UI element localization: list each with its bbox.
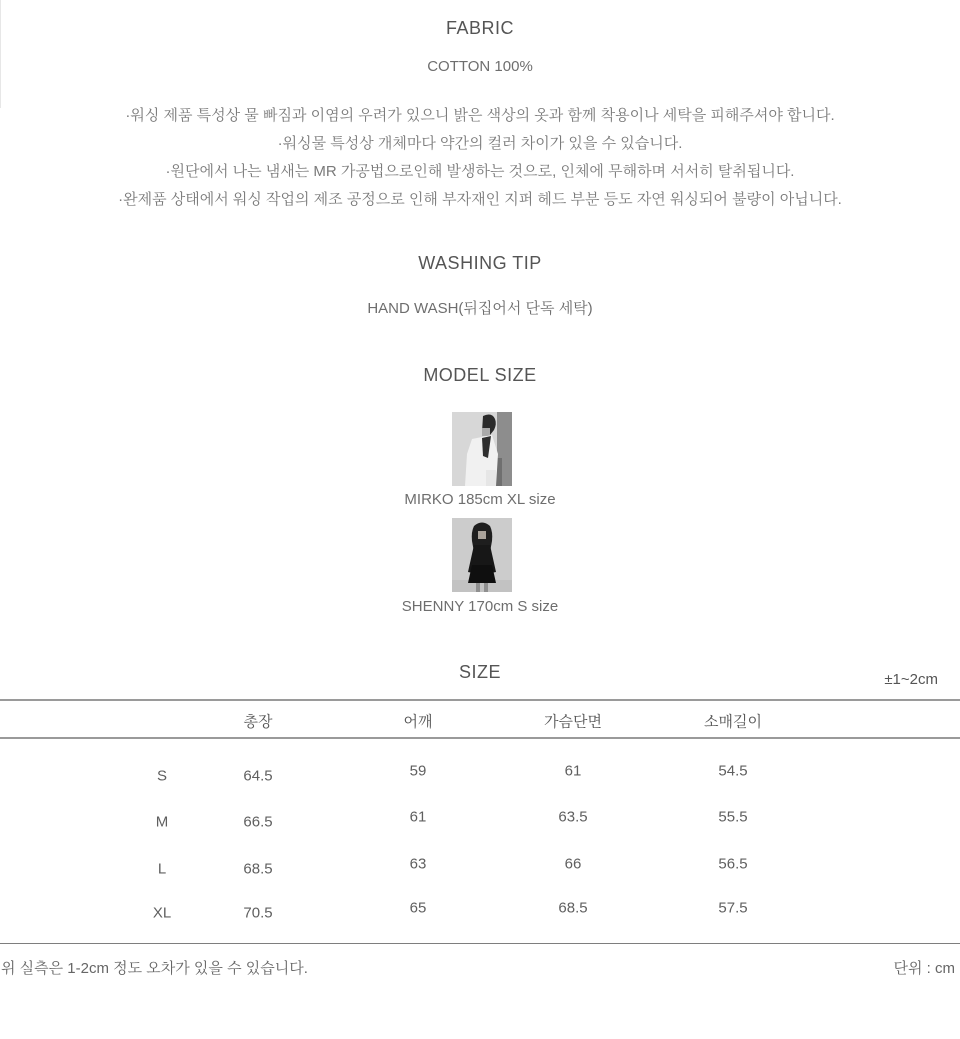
size-value: 61 [564,762,582,780]
size-label: S [156,767,168,785]
unit-label: 단위 : cm [893,960,955,977]
size-value: 70.5 [243,904,273,922]
size-value: 55.5 [718,808,748,826]
size-value: 57.5 [718,899,748,917]
model-size-title: MODEL SIZE [423,365,537,385]
left-edge-line [0,0,1,108]
female-model-photo [452,518,512,592]
care-note-line: ·원단에서 나는 냄새는 MR 가공법으로인해 발생하는 것으로, 인체에 무해하며 서서히 탈취됩니다. [165,163,795,180]
column-header: 어깨 [403,713,433,731]
size-value: 56.5 [718,855,748,873]
size-title: SIZE [458,662,501,682]
table-top-rule [0,699,960,701]
model-caption: MIRKO 185cm XL size [404,491,556,508]
size-value: 66 [564,855,582,873]
care-note-line: ·워싱물 특성상 개체마다 약간의 컬러 차이가 있을 수 있습니다. [277,135,683,152]
table-bottom-rule [0,943,960,944]
fabric-title: FABRIC [445,18,514,38]
table-header-rule [0,737,960,739]
size-value: 54.5 [718,762,748,780]
fabric-composition: COTTON 100% [427,58,533,75]
size-value: 63.5 [558,808,588,826]
column-header: 총장 [243,713,273,731]
size-value: 66.5 [243,813,273,831]
size-value: 63 [409,855,427,873]
size-label: M [155,813,169,831]
washing-tip-title: WASHING TIP [418,253,542,273]
size-value: 65 [409,899,427,917]
size-label: L [157,860,167,878]
size-value: 68.5 [558,899,588,917]
care-note-line: ·워싱 제품 특성상 물 빠짐과 이염의 우려가 있으니 밝은 색상의 옷과 함께 착용이나 세탁을 피해주셔야 합니다. [125,107,835,124]
size-value: 59 [409,762,427,780]
measurement-footnote: 위 실측은 1-2cm 정도 오차가 있을 수 있습니다. [1,960,308,977]
column-header: 소매길이 [704,713,762,731]
size-value: 61 [409,808,427,826]
column-header: 가슴단면 [544,713,602,731]
size-label: XL [152,904,172,922]
model-caption: SHENNY 170cm S size [401,598,559,615]
size-value: 68.5 [243,860,273,878]
size-value: 64.5 [243,767,273,785]
washing-tip-instruction: HAND WASH(뒤집어서 단독 세탁) [367,300,593,317]
care-note-line: ·완제품 상태에서 워싱 작업의 제조 공정으로 인해 부자재인 지퍼 헤드 부분 등도 자연 워싱되어 불량이 아닙니다. [118,191,842,208]
male-model-photo [452,412,512,486]
size-tolerance: ±1~2cm [884,671,938,688]
